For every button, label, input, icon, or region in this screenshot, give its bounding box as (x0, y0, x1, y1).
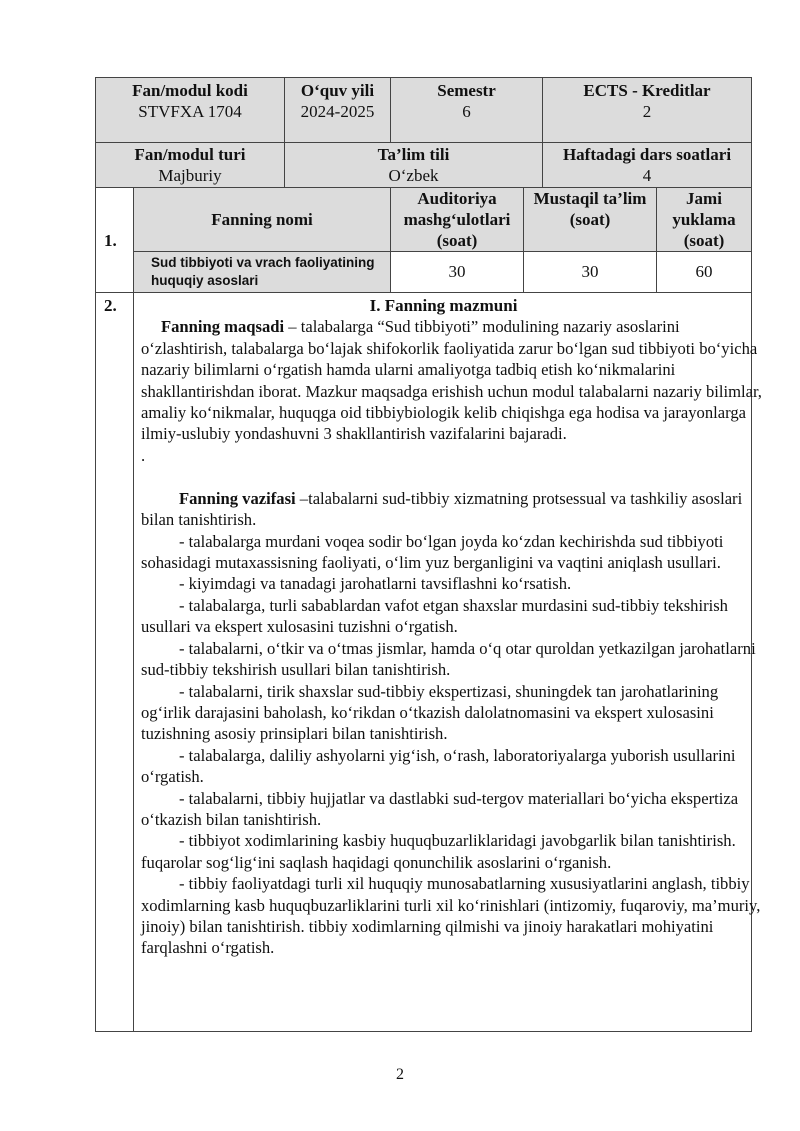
language-cell (284, 142, 543, 188)
ects-value: 2 (642, 102, 652, 121)
section-1-number-cell (95, 187, 134, 293)
ects-cell (542, 77, 752, 143)
auditorium-hours-value: 30 (390, 251, 524, 293)
task-label: Fanning vazifasi (179, 488, 296, 508)
section-2-content (141, 295, 769, 959)
section-title: I. Fanning mazmuni (369, 296, 518, 315)
total-load-value: 60 (656, 251, 752, 293)
dot-line: . (141, 445, 146, 465)
task-item: - talabalarni, o‘tkir va o‘tmas jismlar, hamda o‘q otar quroldan yetkazilgan jarohatlarni sud-tibbiy tekshirish usullari bilan tanishtirish. (141, 638, 756, 680)
task-item: - talabalarni, tibbiy hujjatlar va dastlabki sud-tergov materiallari bo‘yicha ekspertiza o‘tkazish bilan tanishtirish. (141, 788, 739, 829)
module-type-value: Majburiy (158, 166, 222, 185)
self-study-hours-header: Mustaqil ta’lim (soat) (523, 187, 657, 252)
subject-name-header: Fanning nomi (133, 187, 391, 252)
task-item: - talabalarga, daliliy ashyolarni yig‘ish, o‘rash, laboratoriyalarga yuborish usullarini o‘rgatish. (141, 745, 736, 787)
goal-label: Fanning maqsadi (161, 317, 285, 337)
section-2-content-cell (133, 292, 762, 1032)
task-item: - talabalarni, tirik shaxslar sud-tibbiy ekspertizasi, shuningdek tan jarohatlarining og‘irlik darajasini baholash, ko‘rikdan o‘tkazish dalolatnomasini va ekspert xulosasini tuzishning asosiy prinsiplari bilan tanishtirish. (141, 681, 719, 744)
weekly-hours-label: Haftadagi dars soatlari (562, 145, 732, 164)
academic-year-label: O‘quv yili (300, 81, 375, 100)
task-item: - talabalarga, turli sabablardan vafot etgan shaxslar murdasini sud-tibbiy tekshirish usullari va ekspert xulosasini tuzishni o‘rgatish. (141, 595, 728, 637)
task-item: - tibbiy faoliyatdagi turli xil huquqiy munosabatlarning xususiyatlarini anglash, tibbiy xodimlarning kasb huquqbuzarliklarini turli xil ko‘rinishlari (intizomiy, fuqaroviy, ma’muriy, jinoiy) bilan tanishtirish. tibbiy xodimlarning qilmishi va jinoiy harakatlari mohiyatini farqlashni o‘rgatish. (141, 874, 761, 958)
section-2-number: 2. (104, 296, 117, 315)
semester-cell (390, 77, 543, 143)
self-study-hours-value: 30 (523, 251, 657, 293)
academic-year-value: 2024-2025 (300, 102, 375, 121)
goal-text: – talabalarga “Sud tibbiyoti” modulining nazariy asoslarini o‘zlashtirish, talabalarga bo‘lajak shifokorlik faoliyatida zarur bo‘lgan sud tibbiyoti bo‘yicha nazariy bilimlarni o‘rgatish hamda ularni amaliyotga tadbiq etish ko‘nikmalarini shakllantirishdan iborat. Mazkur maqsadga erishish uchun modul talabalarni nazariy bilimlar, amaliy ko‘nikmalar, huquqga oid tibbiybiologik kelib chiqishga ega hodisa va jarayonlarga ilmiy-uslubiy yondashuvni 3 shakllantirish vazifalarini bajaradi. (141, 317, 762, 444)
task-text: –talabalarni sud-tibbiy xizmatning protsessual va tashkiliy asoslari bilan tanishtirish. (141, 488, 743, 530)
goal-paragraph (141, 316, 769, 444)
task-item: - kiyimdagi va tanadagi jarohatlarni tavsiflashni ko‘rsatish. (179, 574, 572, 594)
module-code-value: STVFXA 1704 (138, 102, 242, 121)
page-number: 2 (396, 1066, 404, 1083)
total-load-header: Jami yuklama (soat) (656, 187, 752, 252)
auditorium-hours-header: Auditoriya mashg‘ulotlari (soat) (390, 187, 524, 252)
language-value: O‘zbek (388, 166, 439, 185)
module-code-label: Fan/modul kodi (132, 81, 248, 100)
section-1-number: 1. (104, 231, 117, 250)
module-code-cell (95, 77, 285, 143)
task-item: - talabalarga murdani voqea sodir bo‘lgan joyda ko‘zdan kechirishda sud tibbiyoti sohasidagi mutaxassisning faoliyati, o‘lim yuz berganligini va vaqtini aniqlash usullari. (141, 531, 724, 573)
section-2-number-cell (95, 292, 134, 1032)
subject-name-value: Sud tibbiyoti va vrach faoliyatining huquqiy asoslari (133, 251, 391, 293)
ects-label: ECTS - Kreditlar (583, 81, 711, 100)
weekly-hours-cell (542, 142, 752, 188)
weekly-hours-value: 4 (642, 166, 652, 185)
module-type-label: Fan/modul turi (134, 145, 246, 164)
task-item: - tibbiyot xodimlarining kasbiy huquqbuzarliklaridagi javobgarlik bilan tanishtirish. fuqarolar sog‘lig‘ini saqlash haqidagi qonunchilik asoslarini o‘rganish. (141, 831, 736, 872)
task-paragraph (141, 488, 769, 531)
semester-value: 6 (462, 102, 471, 121)
academic-year-cell (284, 77, 391, 143)
semester-label: Semestr (437, 81, 496, 100)
language-label: Ta’lim tili (377, 145, 450, 164)
module-type-cell (95, 142, 285, 188)
